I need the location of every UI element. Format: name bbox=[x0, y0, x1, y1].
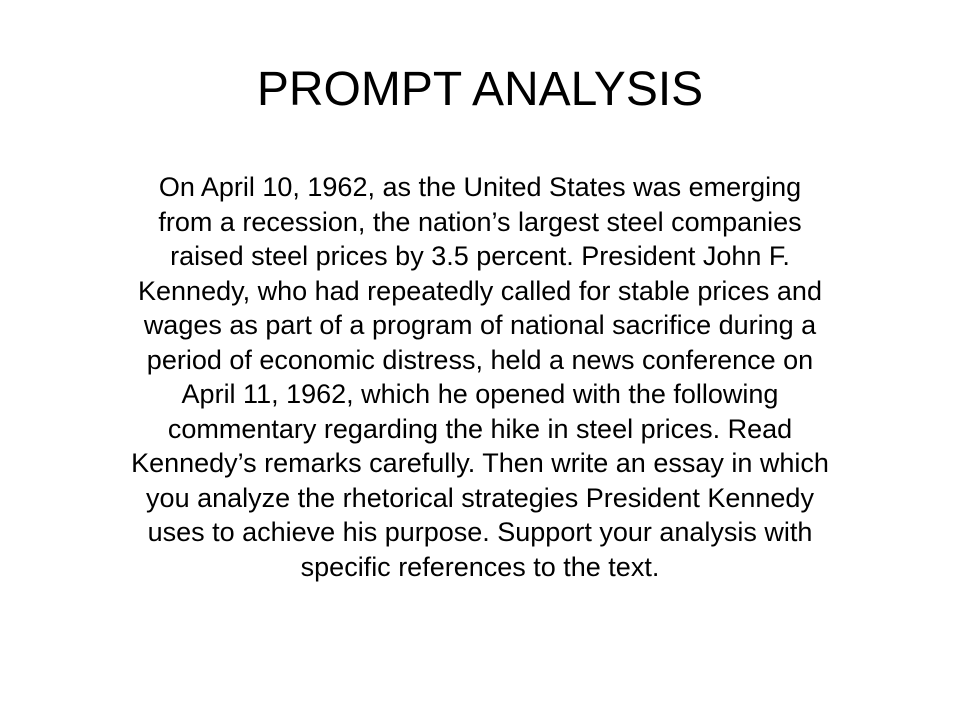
slide-body bbox=[48, 170, 912, 584]
body-line: wages as part of a program of national sacrifice during a bbox=[143, 310, 817, 340]
body-line: from a recession, the nation’s largest steel companies bbox=[158, 206, 802, 237]
body-line: Kennedy, who had repeatedly called for stable prices and bbox=[138, 275, 822, 306]
body-line: raised steel prices by 3.5 percent. President John F. bbox=[170, 241, 790, 271]
body-line: On April 10, 1962, as the United States was emerging bbox=[158, 172, 802, 202]
body-line: commentary regarding the hike in steel prices. Read bbox=[167, 413, 793, 444]
body-line: you analyze the rhetorical strategies President Kennedy bbox=[146, 482, 814, 513]
body-line: specific references to the text. bbox=[300, 551, 660, 582]
slide-title: PROMPT ANALYSIS bbox=[256, 63, 704, 116]
body-line: Kennedy’s remarks carefully. Then write an essay in which bbox=[131, 448, 829, 478]
body-line: April 11, 1962, which he opened with the following bbox=[181, 379, 779, 409]
body-line: uses to achieve his purpose. Support your analysis with bbox=[147, 517, 813, 547]
body-line: period of economic distress, held a news conference on bbox=[146, 344, 814, 375]
